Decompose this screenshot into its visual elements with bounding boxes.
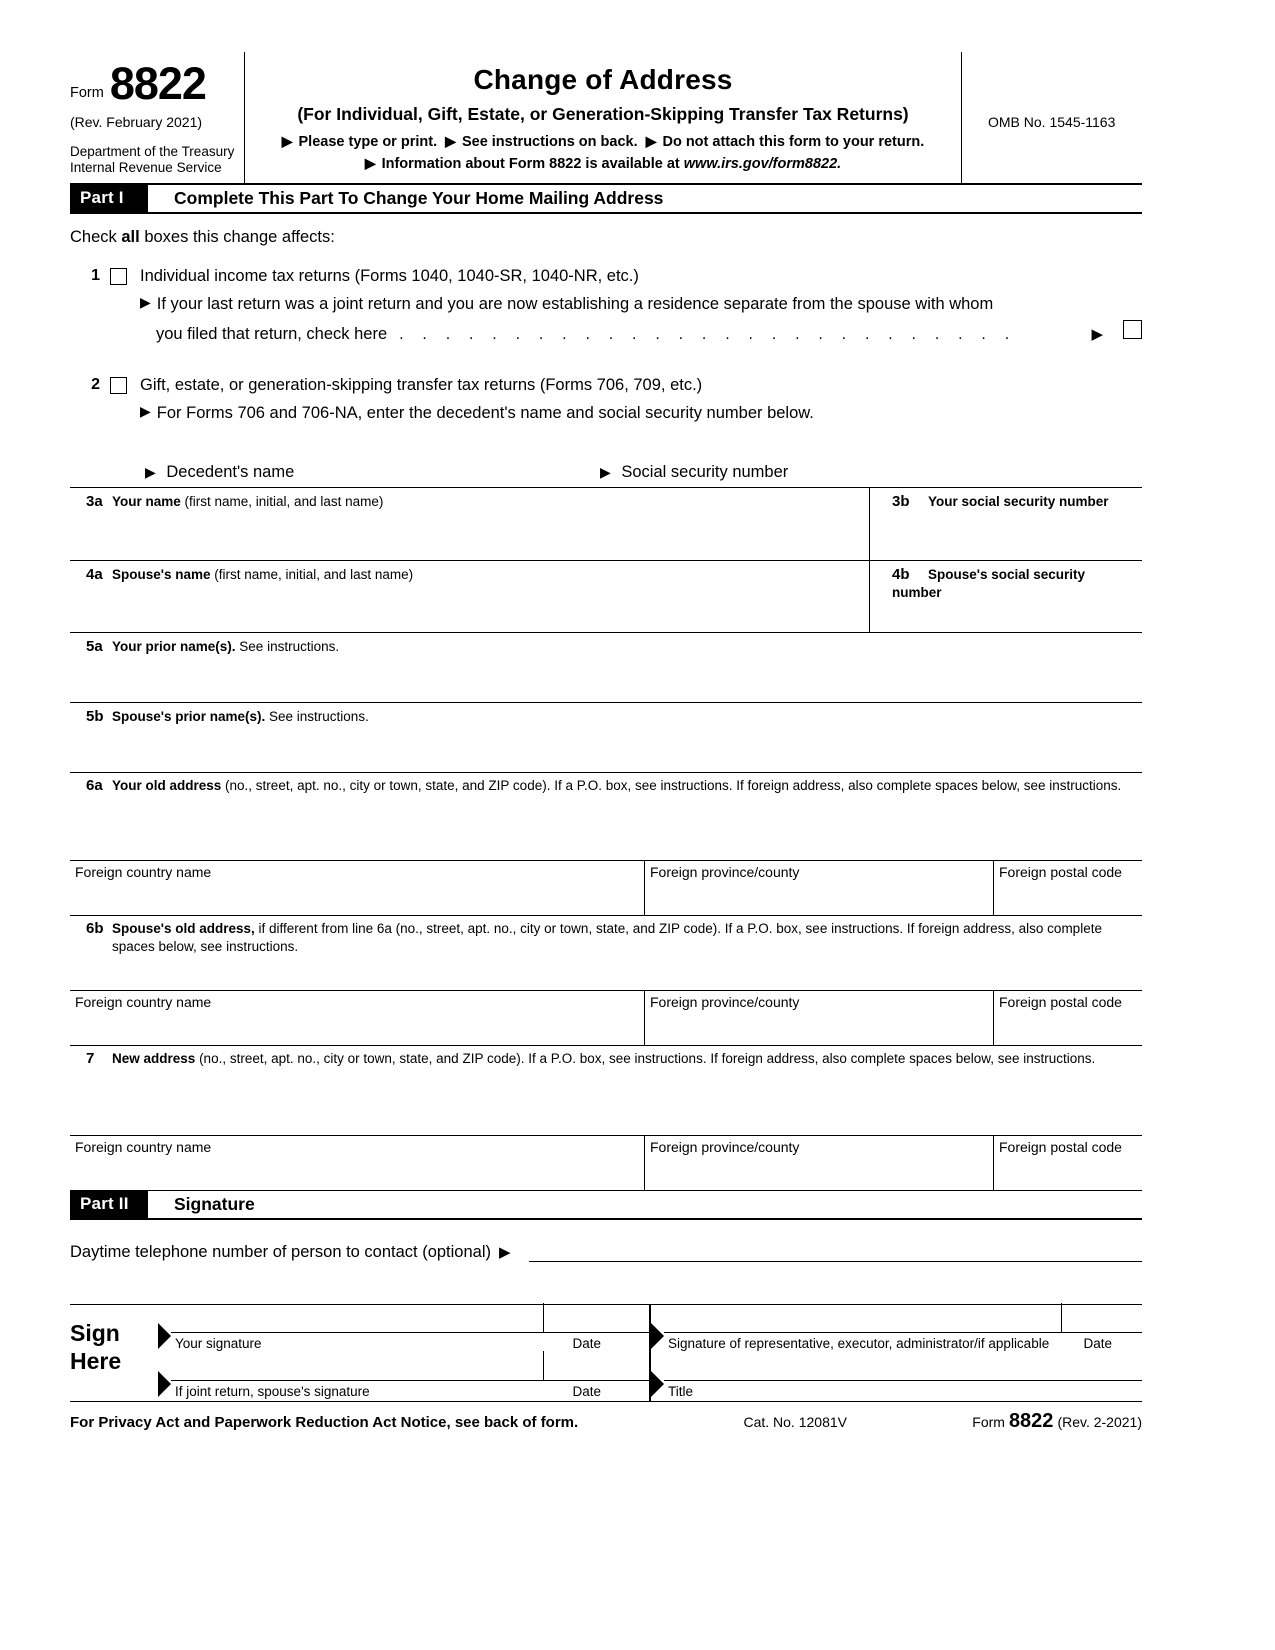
foreign-country-7[interactable] xyxy=(70,1136,645,1190)
representative-signature-caption: Signature of representative, executor, administrator/if applicable xyxy=(668,1335,1050,1351)
form-footer xyxy=(70,1401,1142,1433)
line-1-subtext-row xyxy=(140,293,1142,316)
field-4a[interactable] xyxy=(70,561,870,632)
line-2-body xyxy=(127,375,1142,425)
info-line-text: Information about Form 8822 is available at xyxy=(381,155,680,172)
department-block xyxy=(70,144,238,177)
foreign-province-6a[interactable] xyxy=(645,861,994,915)
representative-date-caption: Date xyxy=(1083,1335,1112,1351)
foreign-province-label: Foreign province/county xyxy=(650,1138,800,1155)
sign-here-label xyxy=(70,1305,158,1401)
line-2-text: Gift, estate, or generation-skipping transfer tax returns (Forms 706, 709, etc.) xyxy=(140,375,703,394)
line-6b-number: 6b xyxy=(86,919,104,937)
field-4b[interactable] xyxy=(870,561,1142,632)
triangle-bullet-icon: ▶ xyxy=(445,133,456,149)
field-7-label xyxy=(70,1050,1136,1068)
your-signature-caption: Your signature xyxy=(175,1335,262,1351)
field-6a-label xyxy=(70,777,1136,795)
form-identity xyxy=(70,56,238,110)
spouse-signature-row xyxy=(158,1353,649,1401)
your-signature-date-divider xyxy=(543,1303,544,1333)
field-5a-label xyxy=(70,637,1136,657)
field-3a-label xyxy=(70,492,863,512)
signature-arrow-icon xyxy=(158,1323,171,1349)
field-4a-label xyxy=(70,565,863,585)
sign-here-line-1: Sign xyxy=(70,1319,120,1346)
footer-form-number: 8822 xyxy=(1008,1409,1054,1432)
your-signature-row xyxy=(158,1305,649,1353)
foreign-province-6b[interactable] xyxy=(645,991,994,1045)
line-5a-number: 5a xyxy=(86,637,103,655)
header-right-block xyxy=(962,52,1142,183)
line-3a-bold-label: Your name xyxy=(112,493,181,509)
representative-signature-lines xyxy=(664,1305,1142,1353)
footer-form-identity xyxy=(972,1410,1142,1433)
line-1-text: Individual income tax returns (Forms 1040, 1040-SR, 1040-NR, etc.) xyxy=(140,266,639,285)
your-signature-date-caption: Date xyxy=(572,1335,601,1351)
line-5a-bold-label: Your prior name(s). xyxy=(112,638,236,654)
field-5b[interactable] xyxy=(70,702,1142,772)
title-underline[interactable] xyxy=(664,1380,1142,1381)
foreign-country-label: Foreign country name xyxy=(75,863,212,880)
check-all-instruction xyxy=(70,228,1142,247)
decedent-name-header xyxy=(70,463,600,482)
line-3a-number: 3a xyxy=(86,492,103,510)
footer-form-word: Form xyxy=(972,1413,1005,1430)
spouse-signature-date-caption: Date xyxy=(572,1383,601,1399)
signature-arrow-icon xyxy=(158,1371,171,1397)
spouse-signature-caption: If joint return, spouse's signature xyxy=(175,1383,370,1399)
representative-date-divider xyxy=(1061,1303,1062,1333)
irs-url: www.irs.gov/form8822. xyxy=(683,155,842,172)
line-4-row xyxy=(70,560,1142,632)
line-6b-rest-label: if different from line 6a (no., street, apt. no., city or town, state, and ZIP code). If a P.O. box, see instructions. If foreign address, also complete spaces below, see instructions. xyxy=(112,920,1102,954)
instruction-see-back: See instructions on back. xyxy=(461,134,638,150)
foreign-country-label: Foreign country name xyxy=(75,1138,212,1155)
line-2-subtext-row xyxy=(140,402,1142,425)
line-6a-bold-label: Your old address xyxy=(112,777,222,793)
check-all-bold: all xyxy=(121,227,140,246)
line-1-subtext: If your last return was a joint return and you are now establishing a residence separate from the spouse with whom xyxy=(156,294,994,313)
field-6b-label xyxy=(70,920,1136,956)
check-all-suffix: boxes this change affects: xyxy=(144,227,335,246)
triangle-pointer-icon: ▶ xyxy=(499,1243,511,1261)
triangle-bullet-icon: ▶ xyxy=(140,293,151,310)
signature-column-taxpayer xyxy=(158,1305,651,1401)
omb-number: OMB No. 1545-1163 xyxy=(988,114,1116,130)
field-7[interactable] xyxy=(70,1045,1142,1135)
foreign-postal-6b[interactable] xyxy=(994,991,1142,1045)
foreign-postal-label: Foreign postal code xyxy=(999,863,1122,880)
part-2-bar xyxy=(70,1190,1142,1220)
header-info-line xyxy=(255,154,951,173)
form-number: 8822 xyxy=(109,58,206,110)
line-7-number: 7 xyxy=(86,1049,95,1067)
checkbox-separate-residence[interactable] xyxy=(1123,320,1142,339)
decedent-name-label: Decedent's name xyxy=(166,462,295,481)
line-5b-number: 5b xyxy=(86,707,104,725)
line-6a-number: 6a xyxy=(86,776,103,794)
spouse-signature-lines xyxy=(171,1353,649,1401)
part-1-bar xyxy=(70,185,1142,214)
part-2-title: Signature xyxy=(174,1193,255,1214)
triangle-bullet-icon: ▶ xyxy=(140,402,151,419)
line-6b-bold-label: Spouse's old address, xyxy=(112,920,255,936)
footer-revision: (Rev. 2-2021) xyxy=(1057,1413,1142,1430)
signature-arrow-icon xyxy=(651,1371,664,1397)
dot-leader: . . . . . . . . . . . . . . . . . . . . . . . . . . . xyxy=(399,325,1017,343)
representative-signature-underline[interactable] xyxy=(664,1332,1142,1333)
foreign-postal-label: Foreign postal code xyxy=(999,993,1122,1010)
sign-here-line-2: Here xyxy=(70,1347,122,1374)
line-4b-number: 4b xyxy=(892,565,910,583)
department-line-1: Department of the Treasury xyxy=(70,144,235,159)
line-4b-bold-label: Spouse's social security number xyxy=(892,566,1086,601)
line-4a-number: 4a xyxy=(86,565,103,583)
decedent-ssn-header xyxy=(600,463,788,482)
line-7-bold-label: New address xyxy=(112,1050,196,1066)
decedent-ssn-label: Social security number xyxy=(621,462,789,481)
foreign-province-label: Foreign province/county xyxy=(650,863,800,880)
instruction-type-print: Please type or print. xyxy=(298,134,438,150)
line-1-row xyxy=(70,266,1142,346)
line-3-row xyxy=(70,487,1142,560)
check-all-prefix: Check xyxy=(70,227,117,246)
field-5b-label xyxy=(70,707,1136,727)
checkbox-gift-estate-gst[interactable] xyxy=(110,377,127,394)
your-signature-underline[interactable] xyxy=(171,1332,649,1333)
form-sheet xyxy=(70,52,1142,1433)
decedent-header-row xyxy=(70,463,1142,487)
field-3a[interactable] xyxy=(70,488,870,560)
daytime-phone-label: Daytime telephone number of person to contact (optional) xyxy=(70,1242,491,1261)
triangle-bullet-icon: ▶ xyxy=(645,133,657,149)
field-6b[interactable] xyxy=(70,915,1142,990)
line-1-subtext-2: you filed that return, check here xyxy=(156,324,388,343)
form-subtitle: (For Individual, Gift, Estate, or Generation-Skipping Transfer Tax Returns) xyxy=(297,104,909,124)
checkbox-individual-income-tax[interactable] xyxy=(110,268,127,285)
line-3b-bold-label: Your social security number xyxy=(928,493,1109,509)
instruction-do-not-attach: Do not attach this form to your return. xyxy=(662,134,925,150)
line-5a-rest-label: See instructions. xyxy=(239,638,340,654)
line-4a-bold-label: Spouse's name xyxy=(112,566,211,582)
line-6b-text xyxy=(112,920,1136,956)
foreign-address-row-6a xyxy=(70,860,1142,915)
signature-block xyxy=(70,1304,1142,1401)
header-center-block xyxy=(245,52,962,183)
part-2-tag: Part II xyxy=(70,1191,148,1218)
title-caption: Title xyxy=(668,1383,694,1399)
foreign-country-label: Foreign country name xyxy=(75,993,212,1010)
line-4a-rest-label: (first name, initial, and last name) xyxy=(214,566,414,582)
line-6a-rest-label: (no., street, apt. no., city or town, state, and ZIP code). If a P.O. box, see instructions. If foreign address, also complete spaces below, see instructions. xyxy=(225,777,1122,793)
foreign-province-7[interactable] xyxy=(645,1136,994,1190)
department-line-2: Internal Revenue Service xyxy=(70,160,222,176)
field-6a[interactable] xyxy=(70,772,1142,860)
part-1-tag: Part I xyxy=(70,185,148,212)
line-3a-rest-label: (first name, initial, and last name) xyxy=(184,493,384,509)
line-6a-text xyxy=(112,777,1136,795)
part-1-title: Complete This Part To Change Your Home Mailing Address xyxy=(174,187,664,208)
form-title: Change of Address xyxy=(473,64,733,95)
representative-signature-row xyxy=(651,1305,1142,1353)
line-3b-number: 3b xyxy=(892,492,910,510)
field-3b[interactable] xyxy=(870,488,1142,560)
field-4b-label xyxy=(892,565,1138,602)
signature-column-representative xyxy=(651,1305,1142,1401)
title-row xyxy=(651,1353,1142,1401)
line-7-text xyxy=(112,1050,1136,1068)
triangle-bullet-icon: ▶ xyxy=(600,463,611,480)
header-left-block xyxy=(70,52,245,183)
line-5b-bold-label: Spouse's prior name(s). xyxy=(112,708,266,724)
line-1-checkhere-row xyxy=(140,320,1142,346)
daytime-phone-row xyxy=(70,1238,1142,1264)
daytime-phone-input[interactable] xyxy=(529,1238,1142,1262)
privacy-act-notice: For Privacy Act and Paperwork Reduction Act Notice, see back of form. xyxy=(70,1413,579,1431)
line-1-number: 1 xyxy=(91,266,100,284)
your-signature-lines xyxy=(171,1305,649,1353)
foreign-province-label: Foreign province/county xyxy=(650,993,800,1010)
foreign-postal-label: Foreign postal code xyxy=(999,1138,1122,1155)
triangle-bullet-icon: ▶ xyxy=(281,133,293,149)
line-5b-rest-label: See instructions. xyxy=(269,708,369,724)
signature-arrow-icon xyxy=(651,1323,664,1349)
foreign-postal-7[interactable] xyxy=(994,1136,1142,1190)
form-word-label: Form xyxy=(70,84,104,101)
line-1-body xyxy=(127,266,1142,346)
spouse-signature-date-divider xyxy=(543,1351,544,1381)
triangle-pointer-icon: ▶ xyxy=(1091,325,1103,343)
line-2-row xyxy=(70,375,1142,425)
line-2-number: 2 xyxy=(91,375,100,393)
foreign-postal-6a[interactable] xyxy=(994,861,1142,915)
field-5a[interactable] xyxy=(70,632,1142,702)
foreign-address-row-7 xyxy=(70,1135,1142,1190)
line-7-rest-label: (no., street, apt. no., city or town, state, and ZIP code). If a P.O. box, see instructions. If foreign address, also complete spaces below, see instructions. xyxy=(199,1050,1096,1066)
catalog-number: Cat. No. 12081V xyxy=(743,1413,847,1430)
spouse-signature-underline[interactable] xyxy=(171,1380,649,1381)
revision-date: (Rev. February 2021) xyxy=(70,114,203,130)
form-header xyxy=(70,52,1142,185)
foreign-country-6a[interactable] xyxy=(70,861,645,915)
foreign-country-6b[interactable] xyxy=(70,991,645,1045)
triangle-bullet-icon: ▶ xyxy=(364,154,376,171)
header-instruction-bullets xyxy=(255,132,951,151)
title-lines xyxy=(664,1353,1142,1401)
line-2-subtext: For Forms 706 and 706-NA, enter the decedent's name and social security number below. xyxy=(156,403,814,422)
triangle-bullet-icon: ▶ xyxy=(145,463,156,480)
field-3b-label xyxy=(892,492,1138,512)
foreign-address-row-6b xyxy=(70,990,1142,1045)
